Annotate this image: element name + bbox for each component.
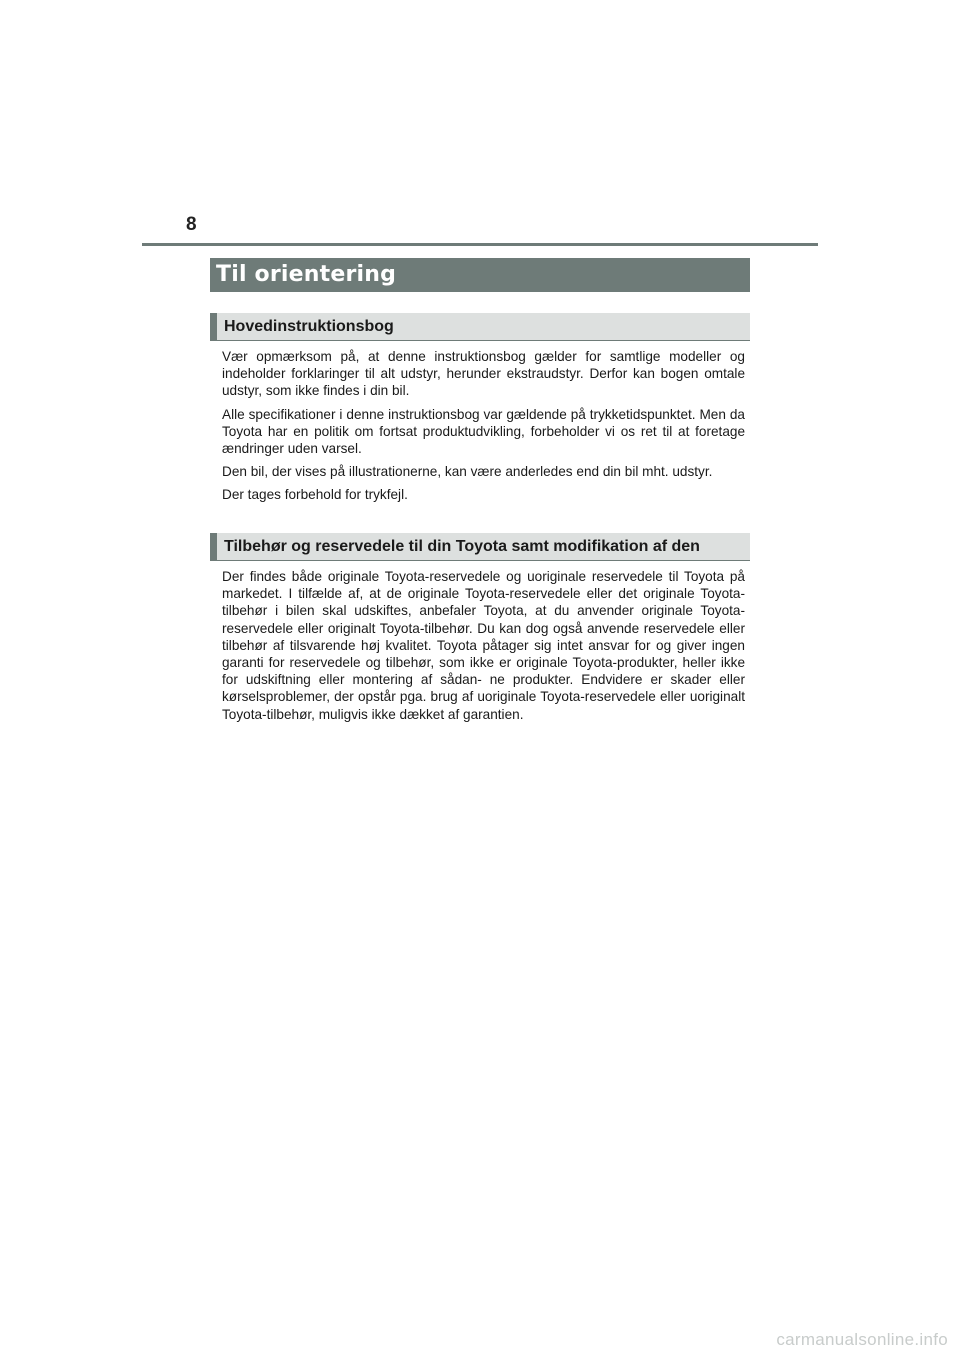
paragraph: Der findes både originale Toyota-reservedele og uoriginale reservedele til Toyota på markedet. I tilfælde af, at de originale Toyota-reservedele eller det originale Toyota-tilbehør i bilen skal udskiftes, anbefaler Toyota, at du anvender originale Toyota-reservedele eller originalt Toyota-tilbehør. Du kan dog også anvende reservedele eller tilbehør af tilsvarende høj kvalitet. Toyota påtager sig intet ansvar for og giver ingen garanti for reservedele og tilbehør, som ikke er originale Toyota-produkter, heller ikke for udskiftning eller montering af sådan- ne produkter. Endvidere er skader eller kørselsproblemer, der opstår pga. brug af uoriginale Toyota-reservedele eller uoriginalt Toyota-tilbehør, muligvis ikke dækket af garantien. [222, 569, 745, 722]
section-heading-label: Tilbehør og reservedele til din Toyota samt modifikation af den [224, 538, 700, 555]
page-title-bar [210, 258, 750, 292]
paragraph: Vær opmærksom på, at denne instruktionsbog gælder for samtlige modeller og indeholder forklaringer til alt udstyr, herunder ekstraudstyr. Derfor kan bogen omtale udstyr, som ikke findes i din bil. [222, 349, 745, 399]
page-number: 8 [186, 214, 197, 235]
section-body-tilbehor [222, 568, 745, 729]
paragraph: Der tages forbehold for trykfejl. [222, 487, 408, 503]
watermark-link[interactable]: carmanualsonline.info [776, 1330, 948, 1349]
paragraph: Alle specifikationer i denne instruktionsbog var gældende på trykketidspunktet. Men da Toyota har en politik om fortsat produktudvikling, forbeholder vi os ret til at foretage ændringer uden varsel. [222, 406, 745, 457]
section-heading-hovedinstruktionsbog [210, 313, 750, 341]
section-heading-label: Hovedinstruktionsbog [224, 318, 394, 335]
page-title: Til orientering [216, 262, 397, 287]
section-body-hovedinstruktionsbog [222, 348, 745, 510]
section-heading-tilbehor [210, 533, 750, 561]
header-rule [142, 243, 818, 246]
paragraph: Den bil, der vises på illustrationerne, kan være anderledes end din bil mht. udstyr. [222, 464, 713, 480]
